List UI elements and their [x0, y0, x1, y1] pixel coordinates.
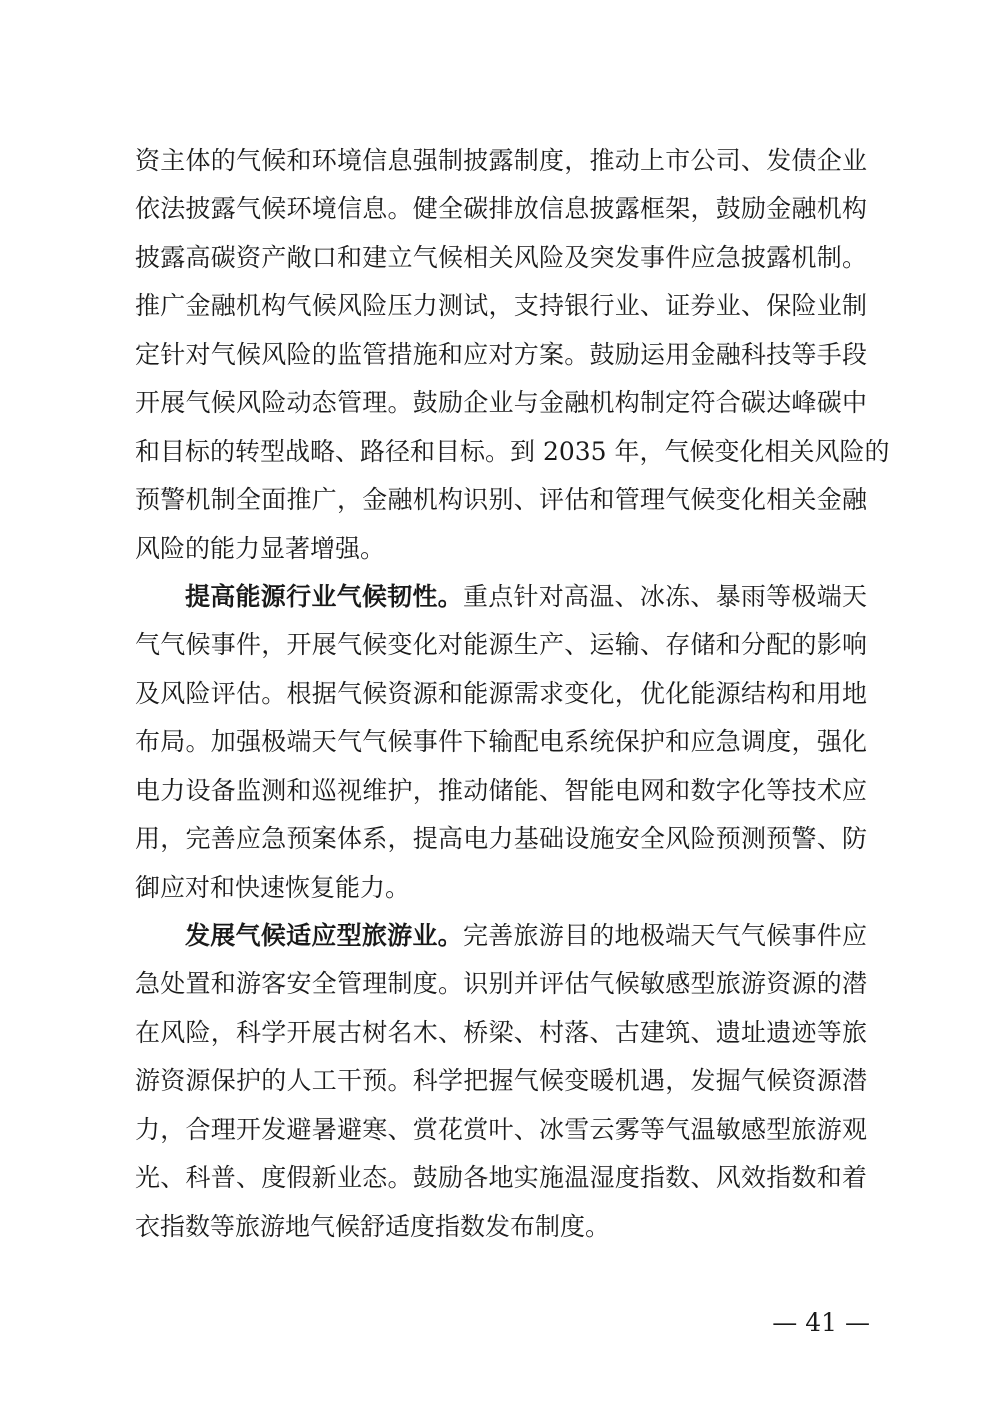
- paragraph-heading: 提高能源行业气候韧性。: [185, 581, 463, 611]
- text-line: 推广金融机构气候风险压力测试，支持银行业、证券业、保险业制: [135, 291, 867, 321]
- text-line: [135, 912, 867, 960]
- text-line: 披露高碳资产敞口和建立气候相关风险及突发事件应急披露机制。: [135, 242, 867, 272]
- text-line: 定针对气候风险的监管措施和应对方案。鼓励运用金融科技等手段: [135, 339, 867, 369]
- text-line: [135, 573, 867, 621]
- text-line: 光、科普、度假新业态。鼓励各地实施温湿度指数、风效指数和着: [135, 1163, 867, 1193]
- text-line: 游资源保护的人工干预。科学把握气候变暖机遇，发掘气候资源潜: [135, 1066, 867, 1096]
- text-line: 气气候事件，开展气候变化对能源生产、运输、存储和分配的影响: [135, 630, 867, 660]
- body-text: [135, 137, 890, 1251]
- text-line: 和目标的转型战略、路径和目标。到 2035 年，气候变化相关风险的: [135, 436, 890, 466]
- text-line: 及风险评估。根据气候资源和能源需求变化，优化能源结构和用地: [135, 678, 867, 708]
- paragraph-climate-finance: [135, 137, 890, 573]
- text-line: 预警机制全面推广，金融机构识别、评估和管理气候变化相关金融: [135, 485, 867, 515]
- text-line: 力，合理开发避暑避寒、赏花赏叶、冰雪云雾等气温敏感型旅游观: [135, 1114, 867, 1144]
- text-line: 依法披露气候环境信息。健全碳排放信息披露框架，鼓励金融机构: [135, 194, 867, 224]
- paragraph-climate-tourism: [135, 912, 867, 1251]
- text-line: 在风险，科学开展古树名木、桥梁、村落、古建筑、遗址遗迹等旅: [135, 1017, 867, 1047]
- text-fragment: 重点针对高温、冰冻、暴雨等极端天: [462, 581, 867, 611]
- text-line: 用，完善应急预案体系，提高电力基础设施安全风险预测预警、防: [135, 824, 867, 854]
- text-line: 御应对和快速恢复能力。: [135, 872, 411, 902]
- text-line: 资主体的气候和环境信息强制披露制度，推动上市公司、发债企业: [135, 146, 867, 175]
- paragraph-heading: 发展气候适应型旅游业。: [185, 921, 463, 950]
- text-fragment: 完善旅游目的地极端天气气候事件应: [462, 921, 867, 950]
- page-number: — 41 —: [772, 1308, 870, 1337]
- text-line: 布局。加强极端天气气候事件下输配电系统保护和应急调度，强化: [135, 727, 867, 757]
- text-line: 开展气候风险动态管理。鼓励企业与金融机构制定符合碳达峰碳中: [135, 388, 867, 418]
- text-line: 衣指数等旅游地气候舒适度指数发布制度。: [135, 1211, 611, 1241]
- text-line: 风险的能力显著增强。: [135, 533, 386, 563]
- paragraph-energy-resilience: [135, 573, 867, 912]
- text-line: 急处置和游客安全管理制度。识别并评估气候敏感型旅游资源的潜: [135, 969, 867, 999]
- text-line: 电力设备监测和巡视维护，推动储能、智能电网和数字化等技术应: [135, 775, 867, 805]
